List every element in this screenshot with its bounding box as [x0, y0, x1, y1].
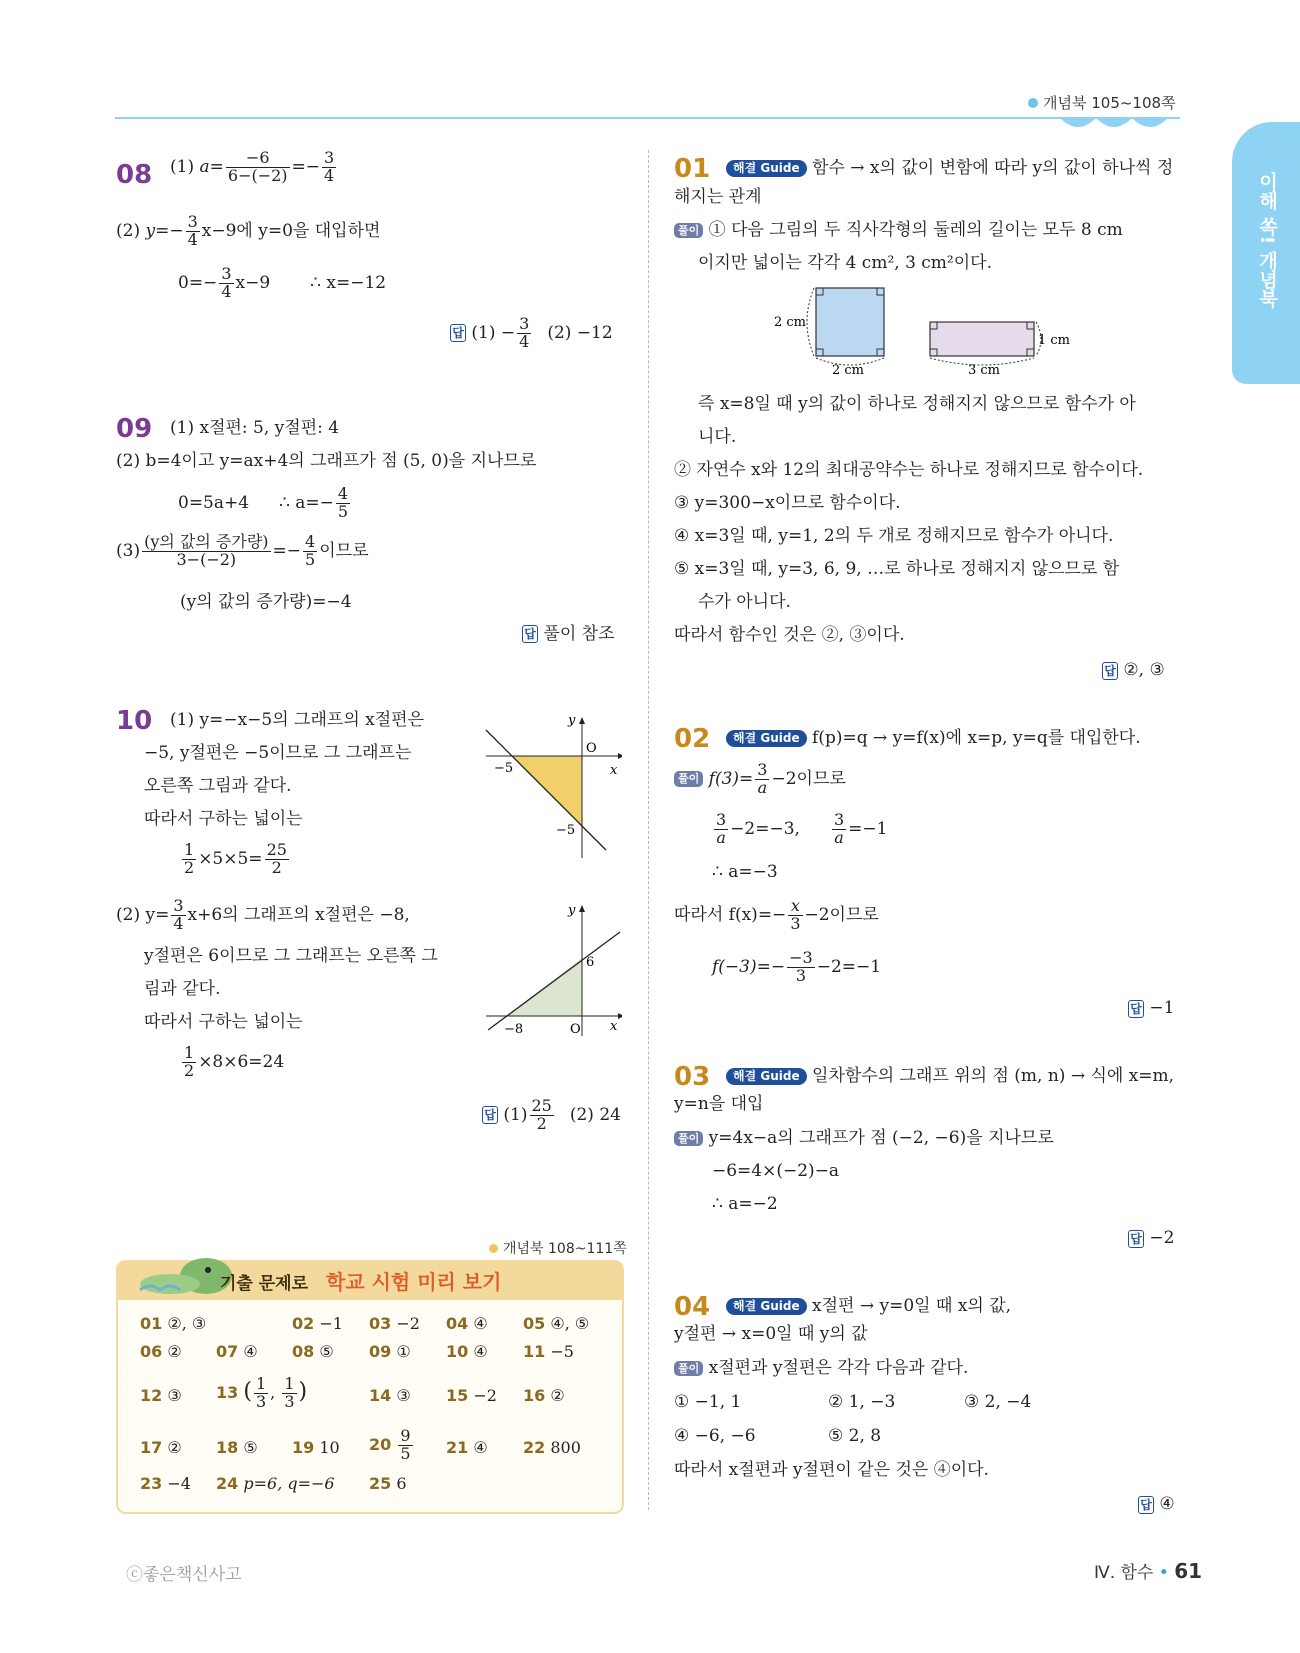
answer-key-title-b: 학교 시험 미리 보기	[326, 1270, 502, 1294]
answer-22: 22 800	[523, 1438, 581, 1457]
p09-line1: (1) x절편: 5, y절편: 4	[170, 418, 340, 438]
p09-answer: 답 풀이 참조	[522, 624, 615, 645]
answer-14: 14 ③	[369, 1386, 411, 1405]
answer-20: 20 $\frac{9}{5}$	[369, 1426, 411, 1463]
header-ref: 개념북 105~108쪽	[1028, 92, 1176, 113]
p03-line1: 풀이 y=4x−a의 그래프가 점 (−2, −6)을 지나므로	[674, 1128, 1054, 1149]
p01-guide-line1: 해결 Guide 함수 → x의 값이 변함에 따라 y의 값이 하나씩 정	[726, 158, 1173, 179]
graph-2	[482, 900, 622, 1040]
p03-line3: ∴ a=−2	[712, 1194, 778, 1214]
graph-1-x-intercept: −5	[494, 761, 514, 776]
answer-25: 25 6	[369, 1474, 407, 1493]
p02-line5: f(−3)=− $\frac{-3}{3}$ −2=−1	[712, 948, 882, 985]
graph-1	[482, 712, 622, 862]
p10-line4: 따라서 구하는 넓이는	[144, 809, 303, 829]
footer-page: Ⅳ. 함수 • 61	[1094, 1559, 1203, 1583]
p01-line9: 수가 아니다.	[698, 592, 791, 612]
p02-line4: 따라서 f(x)=− $\frac{x}{3}$ −2이므로	[674, 896, 879, 933]
graph-1-y-intercept: −5	[556, 823, 576, 838]
p10-line7: y절편은 6이므로 그 그래프는 오른쪽 그	[144, 946, 438, 966]
answer-10: 10 ④	[446, 1342, 488, 1361]
graph-1-origin: O	[586, 741, 597, 756]
answer-15: 15 −2	[446, 1386, 497, 1405]
p10-line5: $\frac{1}{2}$ ×5×5= $\frac{25}{2}$	[184, 840, 287, 877]
p03-guide-line2: y=n을 대입	[674, 1094, 764, 1114]
problem-08-number: 08	[116, 160, 153, 190]
answer-row-1	[140, 1314, 610, 1342]
p03-line2: −6=4×(−2)−a	[712, 1161, 840, 1181]
answer-12: 12 ③	[140, 1386, 182, 1405]
answer-row-4	[140, 1428, 610, 1472]
p02-answer: 답 −1	[1128, 998, 1174, 1019]
p10-line3: 오른쪽 그림과 같다.	[144, 776, 292, 796]
column-divider	[648, 150, 649, 1510]
problem-01-number: 01	[674, 154, 711, 184]
answer-23: 23 −4	[140, 1474, 191, 1493]
answer-row-3	[140, 1376, 610, 1420]
graph-1-x-label: x	[610, 763, 618, 778]
graph-2-y-intercept: 6	[586, 955, 595, 970]
graph-2-x-intercept: −8	[504, 1022, 524, 1037]
graph-1-y-label: y	[568, 713, 576, 728]
answer-key-title-bar	[116, 1260, 622, 1300]
guide-badge: 해결 Guide	[726, 160, 807, 177]
p10-line10: $\frac{1}{2}$ ×8×6=24	[184, 1043, 285, 1080]
p04-guide-line2: y절편 → x=0일 때 y의 값	[674, 1324, 868, 1344]
fig-label-d: 3 cm	[968, 363, 1001, 378]
problem-02-number: 02	[674, 724, 711, 754]
p10-line9: 따라서 구하는 넓이는	[144, 1012, 303, 1032]
box-ref: 개념북 108~111쪽	[489, 1238, 627, 1258]
answer-row-5	[140, 1474, 610, 1502]
problem-09-number: 09	[116, 414, 153, 444]
graph-2-x-label: x	[610, 1019, 618, 1034]
p01-guide-line2: 해지는 관계	[674, 187, 762, 207]
p10-line2: −5, y절편은 −5이므로 그 그래프는	[144, 743, 412, 763]
p01-line1: 풀이 ① 다음 그림의 두 직사각형의 둘레의 길이는 모두 8 cm	[674, 220, 1123, 241]
graph-2-y-label: y	[568, 903, 576, 918]
rectangles-figure	[770, 282, 1070, 382]
rectangle	[930, 322, 1034, 356]
fig-label-c: 1 cm	[1038, 333, 1070, 348]
answer-05: 05 ④, ⑤	[523, 1314, 590, 1333]
p02-line2: $\frac{3}{a}$ −2=−3, $\frac{3}{a}$ =−1	[716, 810, 888, 847]
p02-guide-line1: 해결 Guide f(p)=q → y=f(x)에 x=p, y=q를 대입한다.	[726, 728, 1141, 749]
answer-13: 13 ( $\frac{1}{3}$ , $\frac{1}{3}$ )	[216, 1374, 308, 1411]
p09-line4: (3) $\frac{\text{(y의 값의 증가량)}}{3-(-2)}$ =− $\frac{4}{5}$ 이므로	[116, 532, 369, 569]
p04-guide-line1: 해결 Guide x절편 → y=0일 때 x의 값,	[726, 1296, 1011, 1317]
p04-line2: 따라서 x절편과 y절편이 같은 것은 ④이다.	[674, 1460, 989, 1480]
problem-04-number: 04	[674, 1292, 711, 1322]
p08-answer: 답 (1) − $\frac{3}{4}$ (2) −12	[450, 316, 613, 351]
answer-01: 01 ②, ③	[140, 1314, 207, 1333]
p01-line5: ② 자연수 x와 12의 최대공약수는 하나로 정해지므로 함수이다.	[674, 460, 1144, 480]
p01-line3: 즉 x=8일 때 y의 값이 하나로 정해지지 않으므로 함수가 아	[698, 394, 1136, 414]
p01-line2: 이지만 넓이는 각각 4 cm², 3 cm²이다.	[698, 253, 992, 273]
p01-line10: 따라서 함수인 것은 ②, ③이다.	[674, 625, 905, 645]
p02-line3: ∴ a=−3	[712, 862, 778, 882]
fig-label-b: 2 cm	[832, 363, 865, 378]
p10-line6: (2) y= $\frac{3}{4}$ x+6의 그래프의 x절편은 −8,	[116, 896, 410, 933]
p01-line4: 니다.	[698, 427, 737, 447]
answer-21: 21 ④	[446, 1438, 488, 1457]
answer-06: 06 ②	[140, 1342, 182, 1361]
answer-row-2	[140, 1342, 610, 1370]
p03-answer: 답 −2	[1128, 1228, 1174, 1249]
answer-04: 04 ④	[446, 1314, 488, 1333]
problem-03-number: 03	[674, 1062, 711, 1092]
square	[816, 288, 884, 356]
graph-2-triangle	[506, 958, 582, 1016]
p09-line5: (y의 값의 증가량)=−4	[180, 592, 352, 612]
answer-03: 03 −2	[369, 1314, 420, 1333]
answer-07: 07 ④	[216, 1342, 258, 1361]
p08-line2: (2) y=− $\frac{3}{4}$ x−9에 y=0을 대입하면	[116, 212, 381, 249]
answer-24: 24 p=6, q=−6	[216, 1474, 335, 1493]
answer-09: 09 ①	[369, 1342, 411, 1361]
p01-line7: ④ x=3일 때, y=1, 2의 두 개로 정해지므로 함수가 아니다.	[674, 526, 1114, 546]
p08-line1: (1) a= $\frac{-6}{6-(-2)}$ =− $\frac{3}{4}$	[170, 148, 335, 185]
answer-02: 02 −1	[292, 1314, 343, 1333]
answer-17: 17 ②	[140, 1438, 182, 1457]
answer-16: 16 ②	[523, 1386, 565, 1405]
p02-line1: 풀이 f(3)= $\frac{3}{a}$ −2이므로	[674, 762, 846, 797]
p01-answer: 답 ②, ③	[1102, 660, 1165, 681]
fig-label-a: 2 cm	[774, 315, 807, 330]
footer-publisher: ⓒ좋은책신사고	[126, 1565, 242, 1585]
answer-19: 19 10	[292, 1438, 340, 1457]
problem-10-number: 10	[116, 706, 153, 736]
p04-answer: 답 ④	[1138, 1494, 1175, 1515]
p10-line8: 림과 같다.	[144, 979, 221, 999]
crocodile-icon	[136, 1250, 232, 1300]
answer-18: 18 ⑤	[216, 1438, 258, 1457]
p08-line3: 0=− $\frac{3}{4}$ x−9 ∴ x=−12	[178, 264, 387, 301]
answer-11: 11 −5	[523, 1342, 574, 1361]
p10-answer: 답 (1) $\frac{25}{2}$ (2) 24	[482, 1098, 621, 1133]
p01-line6: ③ y=300−x이므로 함수이다.	[674, 493, 901, 513]
graph-2-origin: O	[570, 1022, 581, 1037]
answer-08: 08 ⑤	[292, 1342, 334, 1361]
header-rule	[115, 112, 1180, 132]
p09-line3: 0=5a+4 ∴ a=− $\frac{4}{5}$	[178, 484, 349, 521]
p09-line2: (2) b=4이고 y=ax+4의 그래프가 점 (5, 0)을 지나므로	[116, 451, 537, 471]
answer-key-title-a: 기출 문제로	[220, 1274, 309, 1294]
p01-line8: ⑤ x=3일 때, y=3, 6, 9, …로 하나로 정해지지 않으므로 함	[674, 559, 1120, 579]
p10-line1: (1) y=−x−5의 그래프의 x절편은	[170, 710, 424, 730]
side-tab: 이해 쏙! 개념북	[1232, 122, 1300, 384]
p03-guide-line1: 해결 Guide 일차함수의 그래프 위의 점 (m, n) → 식에 x=m,	[726, 1066, 1174, 1087]
p04-line1: 풀이 x절편과 y절편은 각각 다음과 같다.	[674, 1358, 968, 1379]
